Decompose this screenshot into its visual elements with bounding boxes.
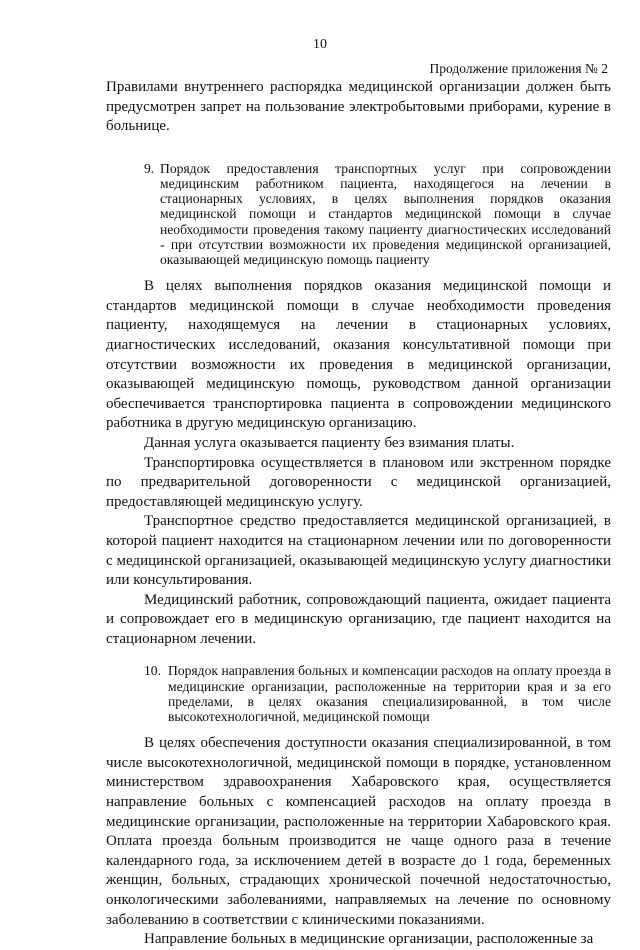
- section-9-paragraph-1: В целях выполнения порядков оказания медицинской помощи и стандартов медицинской помощи в случае необходимости проведения пациенту, находящемуся на лечении в стационарных условиях, диагностических исследований, оказания консультативной помощи при отсутствии возможности их проведения в медицинской организации, оказывающей медицинскую помощь, руководством данной организации обеспечивается транспортировка пациента в сопровождении медицинского работника в другую медицинскую организацию.: [106, 278, 611, 432]
- section-9-paragraph-4: Транспортное средство предоставляется медицинской организацией, в которой пациент находится на стационарном лечении или по договоренности с медицинской организацией, оказывающей медицинскую услугу диагностики или консультирования.: [106, 513, 611, 589]
- section-9-paragraph-3: Транспортировка осуществляется в плановом или экстренном порядке по предварительной договоренности с медицинской организацией, предоставляющей медицинскую услугу.: [106, 454, 611, 510]
- section-9-paragraph-5: Медицинский работник, сопровождающий пациента, ожидает пациента и сопровождает его в медицинскую организацию, где пациент находится на стационарном лечении.: [106, 591, 611, 647]
- appendix-continuation-label: Продолжение приложения № 2: [429, 61, 608, 76]
- section-10-title: Порядок направления больных и компенсации расходов на оплату проезда в медицинские организации, расположенные на территории края и за его пределами, в целях оказания специализированной, в том числе высокотехнологичной, медицинской помощи: [168, 663, 611, 725]
- section-9-paragraph-2: Данная услуга оказывается пациенту без взимания платы.: [144, 434, 515, 451]
- section-10-number: 10.: [144, 663, 161, 679]
- section-9-title: Порядок предоставления транспортных услуг при сопровождении медицинским работником пациента, находящегося на лечении в стационарных условиях, в целях выполнения порядков оказания медицинской помощи и стандартов медицинской помощи в случае необходимости проведения такому пациенту диагностических исследований - при отсутствии возможности их проведения медицинской организацией, оказывающей медицинскую помощь пациенту: [160, 160, 611, 267]
- section-10-paragraph-2: Направление больных в медицинские организации, расположенные за: [144, 931, 594, 948]
- section-10-paragraph-1: В целях обеспечения доступности оказания специализированной, в том числе высокотехнологичной, медицинской помощи в порядке, установленном министерством здравоохранения Хабаровского края, осуществляется направление больных с компенсацией расходов на оплату проезда в медицинские организации, расположенные на территории Хабаровского края. Оплата проезда больным производится не чаще одного раза в течение календарного года, за исключением детей в возрасте до 1 года, беременных женщин, больных, страдающих хронической почечной недостаточностью, онкологическими заболеваниями, направляемых на лечение по основному заболеванию в соответствии с клиническими показаниями.: [106, 735, 611, 928]
- section-9-number: 9.: [144, 160, 155, 176]
- section-10-heading: [144, 663, 611, 724]
- page-number: 10: [313, 37, 327, 52]
- document-body: [106, 78, 611, 950]
- intro-paragraph: Правилами внутреннего распорядка медицинской организации должен быть предусмотрен запрет на пользование электробытовыми приборами, курение в больнице.: [106, 79, 611, 135]
- section-9-heading: [144, 161, 611, 267]
